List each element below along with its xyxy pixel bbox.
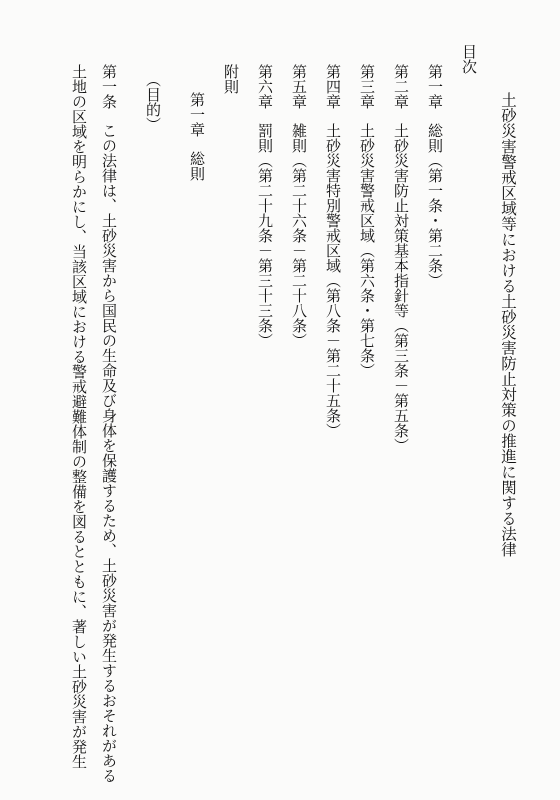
article-1-line-2: 土地の区域を明らかにし、当該区域における警戒避難体制の整備を図るとともに、著しい土砂災害が発生 — [70, 64, 88, 769]
toc-chapter-title: 罰則（第二十九条－第三十三条） — [256, 123, 274, 348]
toc-chapter-label: 第一章 — [426, 64, 444, 109]
toc-chapter-label: 第四章 — [324, 64, 342, 109]
toc-chapter-title: 総則（第一条・第二条） — [426, 123, 444, 288]
toc-entry-6 — [257, 64, 272, 348]
toc-chapter-title: 土砂災害警戒区域（第六条・第七条） — [358, 123, 376, 378]
toc-chapter-label: 第五章 — [290, 64, 308, 109]
toc-entry-4 — [325, 64, 340, 438]
toc-entry-2 — [393, 64, 408, 453]
law-title: 土砂災害警戒区域等における土砂災害防止対策の推進に関する法律 — [499, 92, 517, 557]
toc-chapter-title: 土砂災害特別警戒区域（第八条－第二十五条） — [324, 123, 342, 438]
toc-entry-1 — [427, 64, 442, 288]
chapter-label: 第一章 — [188, 92, 206, 137]
toc-entry-3 — [359, 64, 374, 378]
toc-heading: 目次 — [460, 44, 478, 74]
toc-chapter-title: 土砂災害防止対策基本指針等（第三条－第五条） — [392, 123, 410, 453]
toc-chapter-label: 第三章 — [358, 64, 376, 109]
toc-chapter-title: 雑則（第二十六条－第二十八条） — [290, 123, 308, 348]
article-1-line-1 — [101, 64, 116, 783]
chapter-title: 総則 — [188, 151, 206, 181]
article-text: この法律は、土砂災害から国民の生命及び身体を保護するため、土砂災害が発生するおそれがある — [100, 123, 118, 783]
article-number: 第一条 — [100, 64, 118, 109]
toc-chapter-label: 第二章 — [392, 64, 410, 109]
toc-entry-5 — [291, 64, 306, 348]
chapter-1-heading — [189, 92, 204, 181]
toc-chapter-label: 第六章 — [256, 64, 274, 109]
article-1-caption: （目的） — [144, 72, 162, 132]
supplementary-provisions: 附則 — [222, 64, 240, 94]
